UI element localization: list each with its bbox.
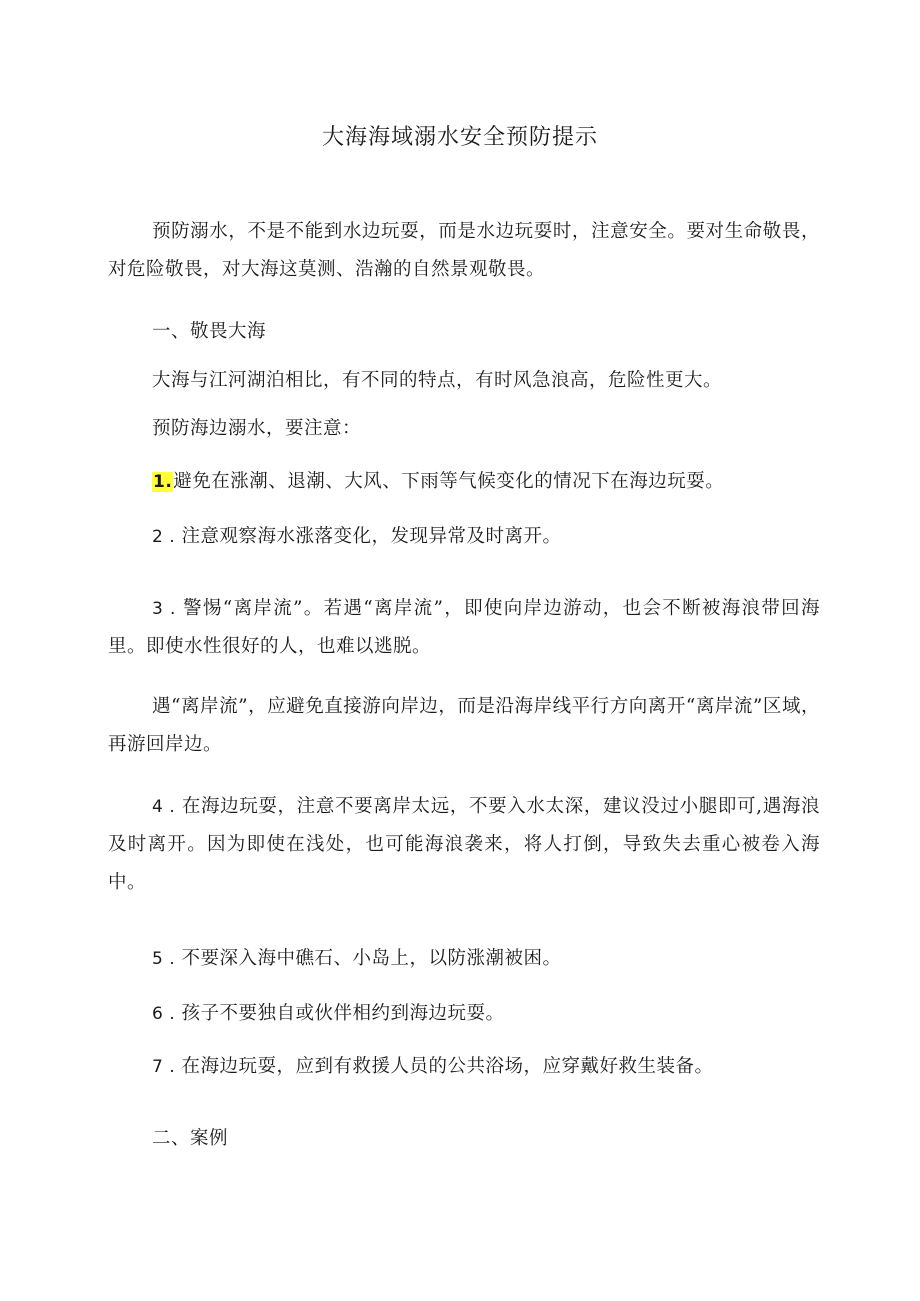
- document-title: 大海海域溺水安全预防提示: [321, 125, 598, 150]
- list-item-6-number: 6 .: [152, 1004, 176, 1024]
- list-item-3-continued: 遇“离岸流”，应避免直接游向岸边，而是沿海岸线平行方向离开“离岸流”区域，再游回岸边。: [108, 696, 820, 755]
- list-item-5: [152, 940, 562, 978]
- list-item-7-number: 7 .: [152, 1057, 176, 1077]
- list-item-4-number: 4 .: [152, 797, 176, 817]
- list-item-6-text: 孩子不要独自或伙伴相约到海边玩耍。: [181, 1003, 505, 1024]
- list-item-2-number: 2 .: [152, 527, 176, 547]
- list-item-7-text: 在海边玩耍，应到有救援人员的公共浴场，应穿戴好救生装备。: [181, 1056, 714, 1077]
- list-item-1: [152, 463, 724, 501]
- list-item-5-number: 5 .: [152, 949, 176, 969]
- list-item-7: [152, 1048, 714, 1086]
- section1-line1: 大海与江河湖泊相比，有不同的特点，有时风急浪高，危险性更大。: [152, 370, 723, 391]
- section1-heading: 一、敬畏大海: [152, 321, 267, 342]
- list-item-5-text: 不要深入海中礁石、小岛上，以防涨潮被困。: [181, 948, 562, 969]
- list-item-1-number: 1.: [153, 472, 173, 492]
- list-item-4: [108, 788, 820, 902]
- list-item-1-text: 避免在涨潮、退潮、大风、下雨等气候变化的情况下在海边玩耍。: [173, 471, 725, 492]
- section1-line2: 预防海边溺水，要注意：: [152, 418, 362, 439]
- list-item-2: [152, 518, 562, 556]
- list-item-6: [152, 995, 505, 1033]
- list-item-3-number: 3 .: [152, 599, 176, 619]
- list-item-4-text: 在海边玩耍，注意不要离岸太远，不要入水太深，建议没过小腿即可,遇海浪及时离开。因为即使在浅处，也可能海浪袭来，将人打倒，导致失去重心被卷入海中。: [108, 796, 820, 893]
- list-item-2-text: 注意观察海水涨落变化，发现异常及时离开。: [181, 526, 562, 547]
- list-item-3-text: 警惕“离岸流”。若遇“离岸流”，即使向岸边游动，也会不断被海浪带回海里。即使水性很好的人，也难以逃脱。: [108, 598, 820, 657]
- list-item-3: [108, 590, 820, 666]
- intro-paragraph: 预防溺水，不是不能到水边玩耍，而是水边玩耍时，注意安全。要对生命敬畏，对危险敬畏，对大海这莫测、浩瀚的自然景观敬畏。: [108, 221, 820, 280]
- section2-heading: 二、案例: [152, 1128, 229, 1149]
